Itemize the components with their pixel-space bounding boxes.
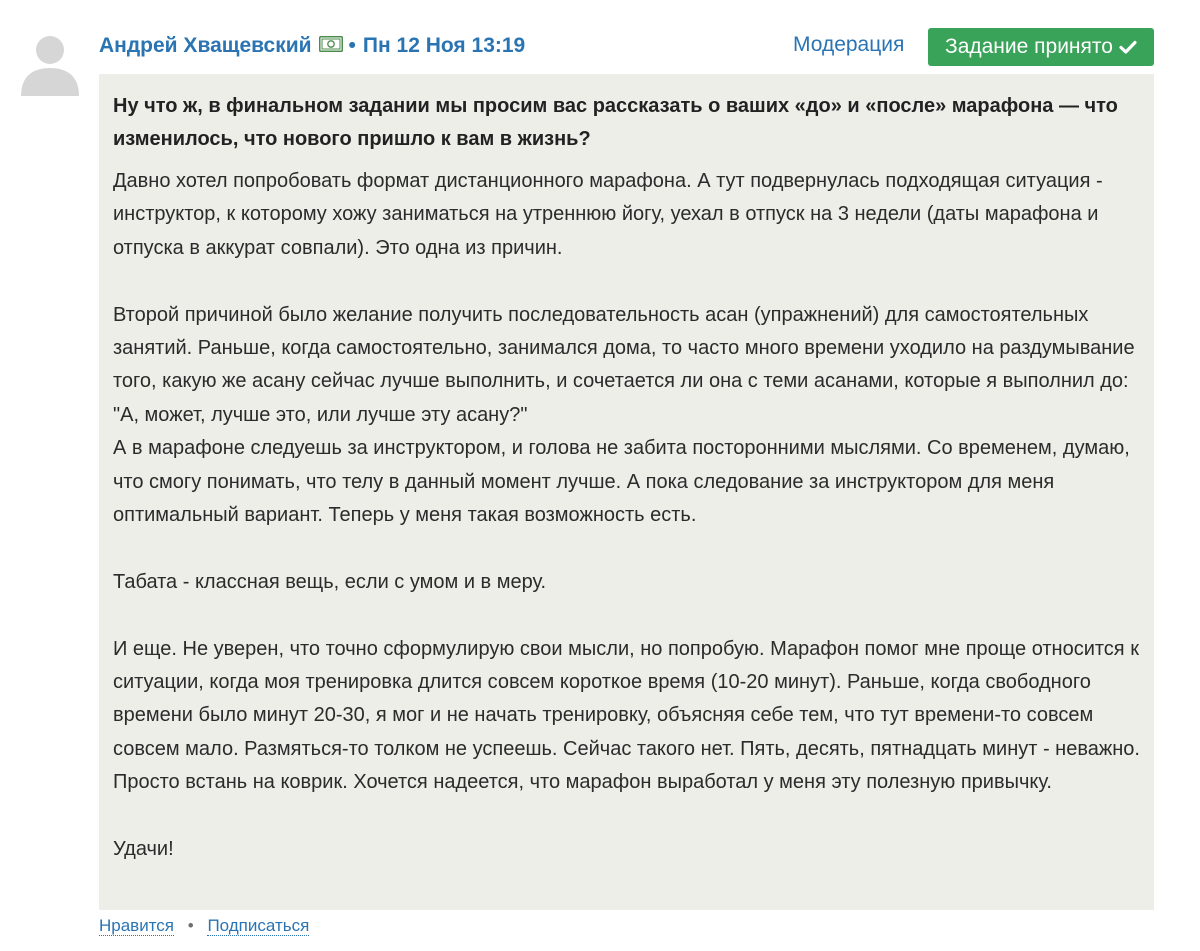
task-question: Ну что ж, в финальном задании мы просим вас рассказать о ваших «до» и «после» марафона — что изменилось, что нового пришло к вам в жизнь? (113, 95, 1118, 150)
subscribe-link[interactable]: Подписаться (207, 916, 310, 935)
task-accepted-button[interactable] (928, 28, 1154, 66)
user-silhouette-icon (17, 30, 83, 96)
answer-paragraph: Удачи! (113, 838, 174, 861)
checkmark-icon (1119, 40, 1137, 54)
answer-paragraph: И еще. Не уверен, что точно сформулирую свои мысли, но попробую. Марафон помог мне проще относится к ситуации, когда моя тренировка длится совсем короткое время (10-20 минут). Раньше, когда свободного времени было минут 20-30, я мог и не начать тренировку, объясняя себе тем, что тут времени-то совсем совсем мало. Размяться-то толком не успеешь. Сейчас такого нет. Пять, десять, пятнадцать минут - неважно. Просто встань на коврик. Хочется надеется, что марафон выработал у меня эту полезную привычку. (113, 637, 1140, 794)
post-date[interactable]: Пн 12 Ноя 13:19 (362, 34, 526, 57)
like-link[interactable]: Нравится (99, 916, 175, 935)
task-accepted-label: Задание принято (945, 35, 1113, 58)
comment-header (99, 30, 525, 62)
post-body (99, 74, 1154, 910)
answer-paragraph: Второй причиной было желание получить последовательность асан (упражнений) для самостоятельных занятий. Раньше, когда самостоятельно, занимался дома, то часто много времени уходило на раздумывание того, какую же асану сейчас лучше выполнить, и сочетается ли она с теми асанами, которые я выполнил до: "А, может, лучше это, или лучше эту асану?" (113, 303, 1135, 426)
answer-text (113, 165, 1140, 866)
money-bill-icon (319, 34, 343, 58)
separator-dot: • (348, 34, 356, 57)
post-footer (99, 916, 309, 936)
answer-paragraph: Давно хотел попробовать формат дистанционного марафона. А тут подвернулась подходящая ситуация - инструктор, к которому хожу заниматься на утреннюю йогу, уехал в отпуск на 3 недели (даты марафона и отпуска в аккурат совпали). Это одна из причин. (113, 170, 1103, 259)
answer-paragraph: Табата - классная вещь, если с умом и в меру. (113, 570, 547, 593)
avatar[interactable] (17, 30, 83, 96)
moderation-link[interactable]: Модерация (793, 33, 905, 56)
author-name[interactable]: Андрей Хващевский (99, 34, 312, 57)
footer-separator: • (187, 916, 194, 935)
answer-paragraph: А в марафоне следуешь за инструктором, и голова не забита посторонними мыслями. Со временем, думаю, что смогу понимать, что телу в данный момент лучше. А пока следование за инструктором для меня оптимальный вариант. Теперь у меня такая возможность есть. (113, 437, 1130, 527)
